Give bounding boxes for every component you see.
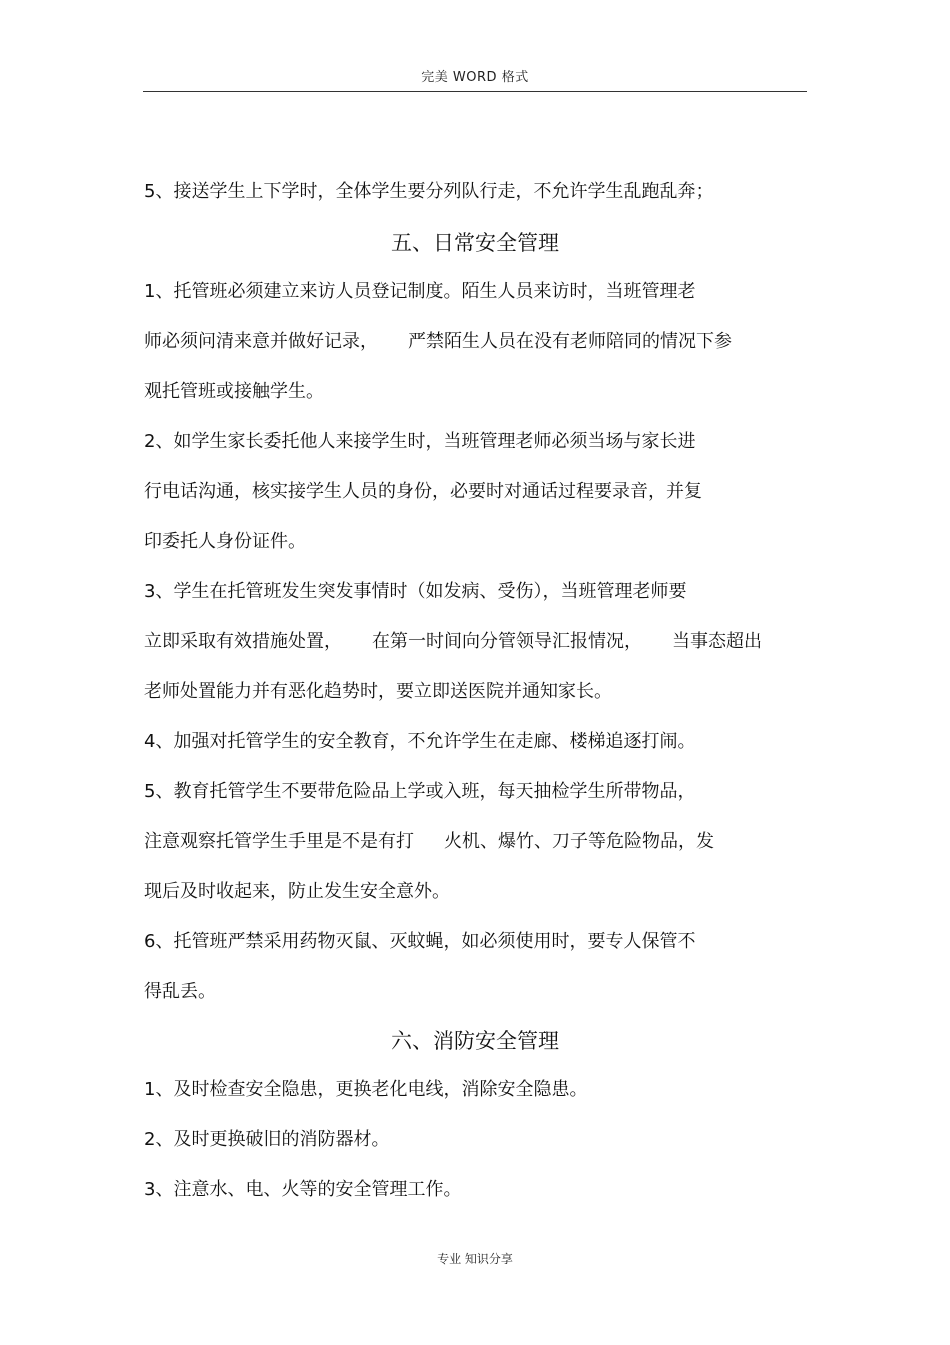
paragraph-line: 3、注意水、电、火等的安全管理工作。 — [144, 1179, 462, 1200]
paragraph-line — [144, 630, 762, 654]
paragraph-line: 6、托管班严禁采用药物灭鼠、灭蚊蝇，如必须使用时，要专人保管不 — [144, 931, 696, 952]
section-heading-5: 五、日常安全管理 — [391, 231, 559, 255]
text-run: 注意观察托管学生手里是不是有打 — [144, 831, 414, 852]
paragraph-line: 2、如学生家长委托他人来接学生时，当班管理老师必须当场与家长进 — [144, 431, 696, 452]
page-header: 完美 WORD 格式 — [421, 70, 529, 85]
paragraph-line: 4、加强对托管学生的安全教育，不允许学生在走廊、楼梯追逐打闹。 — [144, 731, 696, 752]
paragraph-line — [144, 330, 732, 354]
text-run: 在第一时间向分管领导汇报情况， — [372, 631, 642, 652]
paragraph-line: 2、及时更换破旧的消防器材。 — [144, 1129, 390, 1150]
text-run: 立即采取有效措施处置， — [144, 631, 342, 652]
paragraph-line: 老师处置能力并有恶化趋势时，要立即送医院并通知家长。 — [144, 681, 612, 702]
paragraph-line: 得乱丢。 — [144, 981, 216, 1002]
paragraph-line: 3、学生在托管班发生突发事情时（如发病、受伤），当班管理老师要 — [144, 581, 687, 602]
page-footer: 专业 知识分享 — [437, 1252, 513, 1266]
paragraph-line: 1、托管班必须建立来访人员登记制度。陌生人员来访时，当班管理老 — [144, 281, 696, 302]
text-run: 师必须问清来意并做好记录， — [144, 331, 378, 352]
paragraph-line: 观托管班或接触学生。 — [144, 381, 324, 402]
paragraph-line: 5、教育托管学生不要带危险品上学或入班，每天抽检学生所带物品， — [144, 781, 696, 802]
paragraph-line: 1、及时检查安全隐患，更换老化电线，消除安全隐患。 — [144, 1079, 588, 1100]
text-run: 严禁陌生人员在没有老师陪同的情况下参 — [408, 331, 732, 352]
header-rule — [143, 91, 807, 92]
text-run: 当事态超出 — [672, 631, 762, 652]
paragraph-line: 印委托人身份证件。 — [144, 531, 306, 552]
section-heading-6: 六、消防安全管理 — [391, 1029, 559, 1053]
paragraph-line: 现后及时收起来，防止发生安全意外。 — [144, 881, 450, 902]
text-run: 火机、爆竹、刀子等危险物品，发 — [444, 831, 714, 852]
paragraph-line — [144, 830, 714, 854]
paragraph-line: 5、接送学生上下学时，全体学生要分列队行走，不允许学生乱跑乱奔； — [144, 181, 714, 202]
paragraph-line: 行电话沟通，核实接学生人员的身份，必要时对通话过程要录音，并复 — [144, 481, 702, 502]
